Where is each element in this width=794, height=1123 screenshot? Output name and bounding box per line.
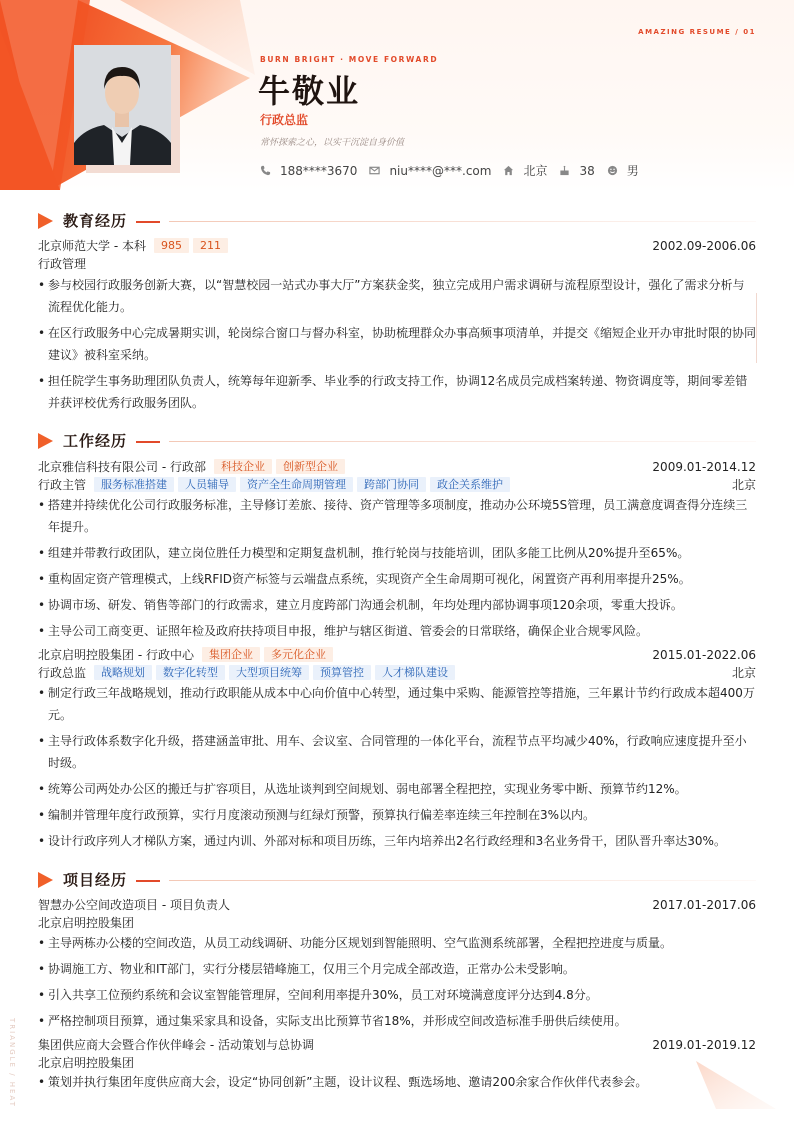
skill-tag: 大型项目统筹 [229, 665, 309, 680]
project-org-row [38, 915, 756, 932]
heading-rule [169, 880, 756, 881]
job-location: 北京 [731, 478, 756, 492]
job-period: 2009.01-2014.12 [652, 460, 756, 474]
education-bullet: • 参与校园行政服务创新大赛，以“智慧校园一站式办事大厅”方案获金奖，独立完成用户需求调研与流程原型设计，强化了需求分析与流程优化能力。 [38, 274, 756, 318]
skill-tag: 资产全生命周期管理 [240, 477, 353, 492]
project-bullet: • 策划并执行集团年度供应商大会，设定“协同创新”主题，设计议程、甄选场地、邀请200余家合作伙伴代表参会。 [38, 1071, 756, 1093]
company-tag: 科技企业 [214, 459, 272, 474]
job-role: 行政主管 [38, 478, 87, 492]
section-projects-heading [38, 870, 756, 890]
major-name: 行政管理 [38, 257, 87, 271]
side-divider [756, 293, 757, 363]
job-bullet: • 组建并带教行政团队，建立岗位胜任力模型和定期复盘机制，推行轮岗与技能培训，团队多能工比例从20%提升至65%。 [38, 542, 756, 564]
skill-tag: 战略规划 [94, 665, 152, 680]
job-role: 行政总监 [38, 666, 87, 680]
job-entry-header [38, 459, 756, 476]
corner-triangle-decoration [696, 1061, 776, 1111]
gender-text: 男 [626, 164, 639, 178]
job-bullet: • 主导公司工商变更、证照年检及政府扶持项目申报，维护与辖区街道、管委会的日常联络，确保企业合规零风险。 [38, 620, 756, 642]
side-vertical-text: TRIANGLE / HEAT [8, 1018, 16, 1108]
section-education-heading [38, 211, 756, 231]
skill-tag: 人员辅导 [178, 477, 236, 492]
job-period: 2015.01-2022.06 [652, 648, 756, 662]
contact-info [260, 162, 651, 179]
education-entry-header [38, 238, 756, 255]
cake-icon [559, 165, 570, 176]
age-text: 38 [579, 163, 595, 178]
education-bullet: • 担任院学生事务助理团队负责人，统筹每年迎新季、毕业季的行政支持工作，协调12名成员完成档案转递、物资调度等，期间零差错并获评校优秀行政服务团队。 [38, 370, 756, 414]
project-name: 智慧办公空间改造项目 - 项目负责人 [38, 898, 230, 912]
heading-rule [169, 221, 756, 222]
heading-dash [136, 880, 160, 882]
project-org: 北京启明控股集团 [38, 1056, 135, 1070]
project-period: 2019.01-2019.12 [652, 1038, 756, 1052]
resume-header [0, 0, 794, 190]
heading-dash [136, 441, 160, 443]
section-title: 教育经历 [63, 212, 128, 230]
contact-email [369, 164, 491, 178]
city-text: 北京 [523, 164, 548, 178]
triangle-icon [38, 872, 53, 888]
triangle-icon [38, 213, 53, 229]
job-role-row [38, 665, 756, 682]
section-title: 工作经历 [63, 432, 128, 450]
phone-icon [260, 165, 271, 176]
job-location: 北京 [731, 666, 756, 680]
job-bullet: • 主导行政体系数字化升级，搭建涵盖审批、用车、会议室、合同管理的一体化平台，流程节点平均减少40%，行政响应速度提升至小时级。 [38, 730, 756, 774]
home-icon [503, 165, 514, 176]
project-bullet: • 主导两栋办公楼的空间改造，从员工动线调研、功能分区规划到智能照明、空气监测系统部署，全程把控进度与质量。 [38, 932, 756, 954]
contact-city [503, 162, 547, 179]
job-role-row [38, 477, 756, 494]
section-title: 项目经历 [63, 871, 128, 889]
top-tag: AMAZING RESUME / 01 [638, 28, 756, 36]
project-org: 北京启明控股集团 [38, 916, 135, 930]
project-entry-header [38, 897, 756, 914]
triangle-icon [38, 433, 53, 449]
project-period: 2017.01-2017.06 [652, 898, 756, 912]
skill-tag: 人才梯队建设 [375, 665, 455, 680]
skill-tag: 跨部门协同 [357, 477, 426, 492]
project-bullet: • 协调施工方、物业和IT部门，实行分楼层错峰施工，仅用三个月完成全部改造，正常办公未受影响。 [38, 958, 756, 980]
skill-tag: 预算管控 [313, 665, 371, 680]
skill-tag: 政企关系维护 [430, 477, 510, 492]
project-name: 集团供应商大会暨合作伙伴峰会 - 活动策划与总协调 [38, 1038, 314, 1052]
header-slogan: BURN BRIGHT · MOVE FORWARD [260, 55, 439, 64]
skill-tag: 服务标准搭建 [94, 477, 174, 492]
heading-rule [169, 441, 756, 442]
education-bullet: • 在区行政服务中心完成暑期实训，轮岗综合窗口与督办科室，协助梳理群众办事高频事项清单，并提交《缩短企业开办审批时限的协同建议》被科室采纳。 [38, 322, 756, 366]
heading-dash [136, 221, 160, 223]
company-name: 北京启明控股集团 - 行政中心 [38, 648, 194, 662]
company-tag: 集团企业 [202, 647, 260, 662]
avatar-portrait-icon [74, 45, 171, 165]
section-work-heading [38, 431, 756, 451]
project-bullet: • 引入共享工位预约系统和会议室智能管理屏，空间利用率提升30%，员工对环境满意度评分达到4.8分。 [38, 984, 756, 1006]
smiley-icon [607, 165, 618, 176]
phone-text: 188****3670 [280, 163, 358, 178]
job-bullet: • 制定行政三年战略规划，推动行政职能从成本中心向价值中心转型，通过集中采购、能源管控等措施，三年累计节约行政成本超400万元。 [38, 682, 756, 726]
job-bullet: • 设计行政序列人才梯队方案，通过内训、外部对标和项目历练，三年内培养出2名行政经理和3名业务骨干，团队晋升率达30%。 [38, 830, 756, 852]
school-name: 北京师范大学 - 本科 [38, 239, 146, 253]
avatar [74, 45, 171, 165]
personal-motto: 常怀探索之心，以实干沉淀自身价值 [260, 138, 405, 148]
skill-tag: 数字化转型 [156, 665, 225, 680]
project-entry-header [38, 1037, 756, 1054]
company-tag: 创新型企业 [276, 459, 345, 474]
mail-icon [369, 165, 380, 176]
job-bullet: • 搭建并持续优化公司行政服务标准，主导修订差旅、接待、资产管理等多项制度，推动办公环境5S管理，员工满意度调查得分连续三年提升。 [38, 494, 756, 538]
company-tag: 多元化企业 [264, 647, 333, 662]
education-period: 2002.09-2006.06 [652, 239, 756, 253]
job-bullet: • 编制并管理年度行政预算，实行月度滚动预测与红绿灯预警，预算执行偏差率连续三年控制在3%以内。 [38, 804, 756, 826]
contact-gender [607, 162, 639, 179]
school-tag: 211 [193, 238, 228, 253]
job-bullet: • 重构固定资产管理模式，上线RFID资产标签与云端盘点系统，实现资产全生命周期可视化，闲置资产再利用率提升25%。 [38, 568, 756, 590]
email-text: niu****@***.com [389, 163, 492, 178]
job-bullet: • 统筹公司两处办公区的搬迁与扩容项目，从选址谈判到空间规划、弱电部署全程把控，实现业务零中断、预算节约12%。 [38, 778, 756, 800]
project-bullet: • 严格控制项目预算，通过集采家具和设备，实际支出比预算节省18%，并形成空间改造标准手册供后续使用。 [38, 1010, 756, 1032]
project-org-row [38, 1055, 756, 1072]
candidate-name: 牛敬业 [258, 72, 361, 110]
school-tag: 985 [154, 238, 189, 253]
contact-age [559, 164, 594, 178]
job-title: 行政总监 [260, 113, 309, 127]
job-bullet: • 协调市场、研发、销售等部门的行政需求，建立月度跨部门沟通会机制，年均处理内部协调事项120余项，零重大投诉。 [38, 594, 756, 616]
contact-phone [260, 164, 357, 178]
company-name: 北京雅信科技有限公司 - 行政部 [38, 460, 206, 474]
job-entry-header [38, 647, 756, 664]
education-major-row [38, 256, 756, 273]
